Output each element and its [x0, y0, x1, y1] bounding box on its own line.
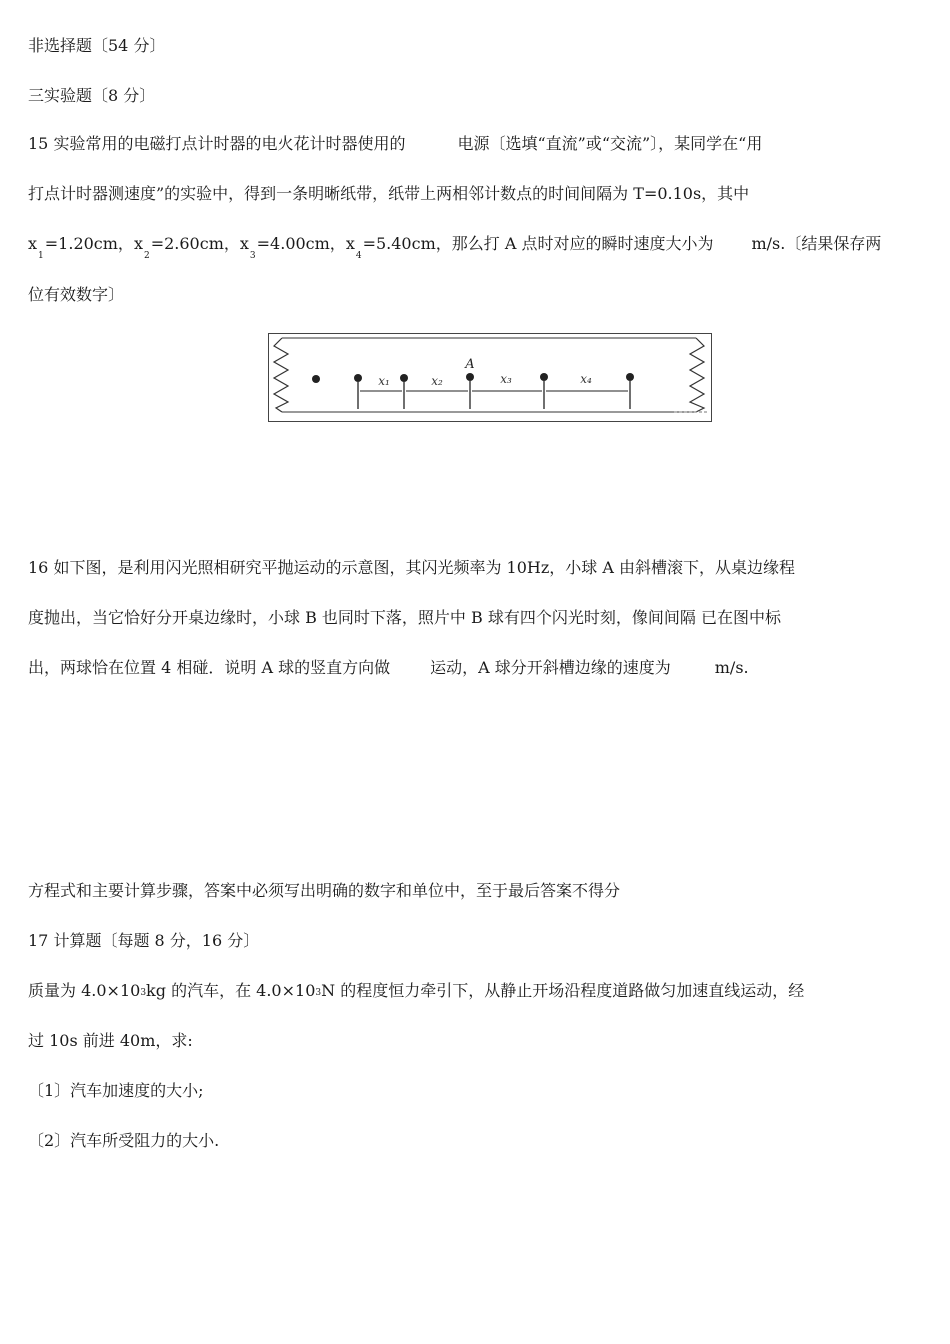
x-symbol: x	[239, 234, 249, 253]
x4-value: =5.40cm，那么打 A 点时对应的瞬时速度大小为	[362, 234, 714, 253]
q17-sub1: 〔1〕汽车加速度的大小;	[28, 1081, 204, 1100]
q15-line4: 位有效数字〕	[28, 285, 125, 304]
x-symbol: x	[345, 234, 355, 253]
label-a: A	[465, 357, 475, 372]
paper-tape-diagram	[268, 333, 712, 422]
tape-dot-4	[540, 373, 548, 381]
subscript-1: 1	[38, 251, 44, 261]
q17-title: 17 计算题〔每题 8 分，16 分〕	[28, 931, 260, 950]
q15-line2: 打点计时器测速度”的实验中，得到一条明晰纸带，纸带上两相邻计数点的时间间隔为 T=0.10s，其中	[28, 184, 750, 203]
subscript-3: 3	[249, 251, 256, 261]
x-symbol: x	[133, 234, 143, 253]
q17-sub2: 〔2〕汽车所受阻力的大小.	[28, 1131, 220, 1150]
paper-tape-figure	[268, 333, 712, 422]
q17-text-b: kg 的汽车，在 4.0×10	[146, 981, 316, 1000]
exponent-2: 3	[315, 988, 322, 998]
q15-line1	[28, 133, 762, 155]
q16-line1: 16 如下图，是利用闪光照相研究平抛运动的示意图，其闪光频率为 10Hz，小球 A 由斜槽滚下，从桌边缘程	[28, 558, 796, 577]
q15-line3	[28, 233, 882, 261]
calc-instructions: 方程式和主要计算步骤，答案中必须写出明确的数字和单位中，至于最后答案不得分	[28, 881, 621, 900]
x1-value: =1.20cm，	[44, 234, 134, 253]
label-x2: x₂	[431, 374, 443, 388]
q15-text-tail: m/s.〔结果保存两	[751, 234, 882, 253]
tape-dot-2	[400, 374, 408, 382]
section-experiment-heading: 三实验题〔8 分〕	[28, 86, 156, 105]
q17-line1	[28, 980, 804, 1005]
q16-text-c: m/s.	[714, 658, 749, 677]
tape-dot-0	[312, 375, 320, 383]
x3-value: =4.00cm，	[256, 234, 346, 253]
q15-text-a: 15 实验常用的电磁打点计时器的电火花计时器使用的	[28, 134, 406, 153]
x2-value: =2.60cm，	[150, 234, 240, 253]
subscript-2: 2	[143, 251, 150, 261]
tape-dot-3	[466, 373, 474, 381]
q16-text-b: 运动，A 球分开斜槽边缘的速度为	[430, 658, 671, 677]
tape-dot-5	[626, 373, 634, 381]
q16-line3	[28, 657, 749, 679]
q16-text-a: 出，两球恰在位置 4 相碰．说明 A 球的竖直方向做	[28, 658, 391, 677]
x-symbol: x	[28, 234, 38, 253]
q16-line2: 度抛出，当它恰好分开桌边缘时，小球 B 也同时下落，照片中 B 球有四个闪光时刻，像间间隔 已在图中标	[28, 608, 781, 627]
q15-text-b: 电源〔选填“直流”或“交流”〕，某同学在“用	[457, 134, 763, 153]
figure-border	[269, 334, 712, 422]
label-x4: x₄	[580, 372, 592, 386]
subscript-4: 4	[355, 251, 362, 261]
q17-text-c: N 的程度恒力牵引下，从静止开场沿程度道路做匀加速直线运动，经	[321, 981, 805, 1000]
q17-text-a: 质量为 4.0×10	[28, 981, 141, 1000]
tape-dot-1	[354, 374, 362, 382]
exponent-1: 3	[140, 988, 147, 998]
label-x3: x₃	[500, 372, 512, 386]
label-x1: x₁	[378, 374, 390, 388]
section-nonchoice-heading: 非选择题〔54 分〕	[28, 36, 166, 55]
q17-line2: 过 10s 前进 40m，求:	[28, 1031, 193, 1050]
